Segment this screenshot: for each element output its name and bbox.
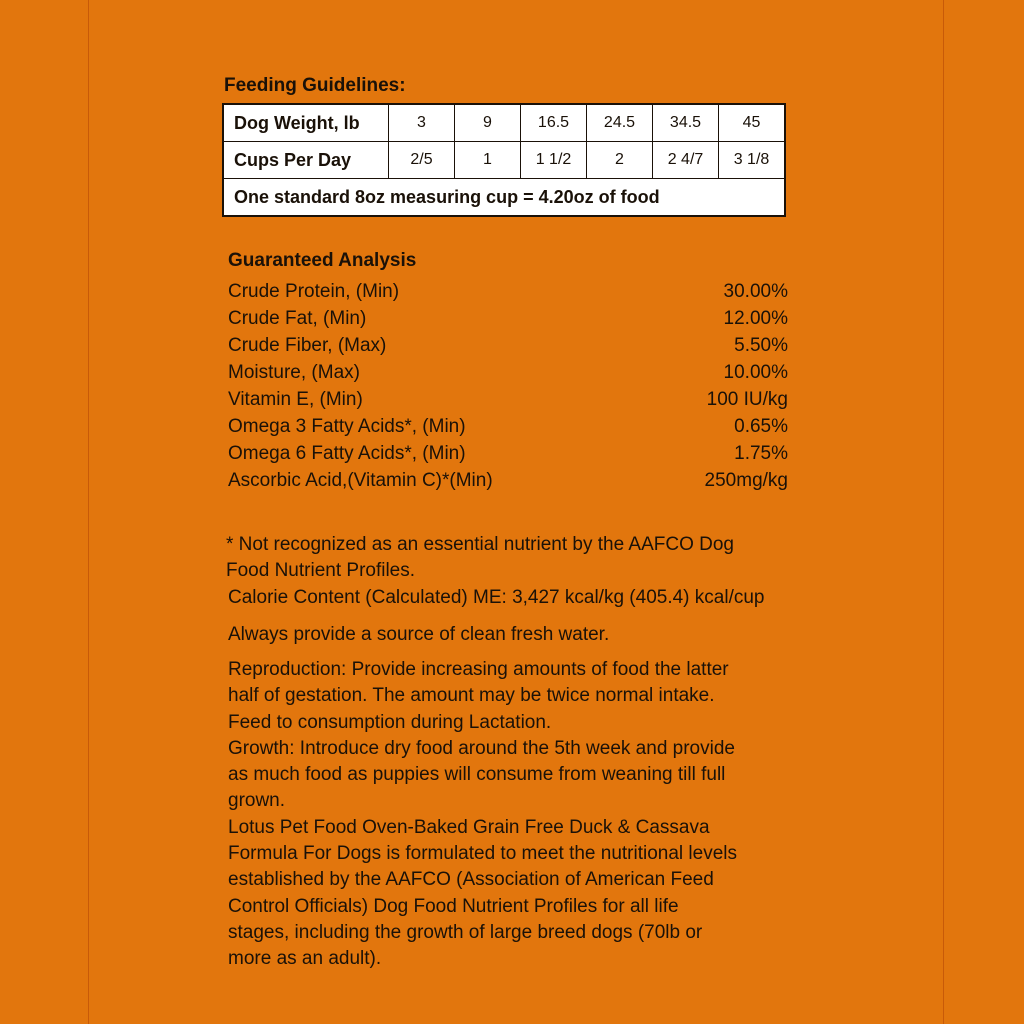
- footnote-line: * Not recognized as an essential nutrient by the AAFCO Dog: [226, 534, 734, 555]
- analysis-name: Ascorbic Acid,(Vitamin C)*(Min): [228, 470, 493, 491]
- weight-cell: 34.5: [653, 104, 719, 142]
- analysis-name: Crude Fat, (Min): [228, 308, 367, 329]
- guaranteed-analysis-title: Guaranteed Analysis: [228, 250, 417, 271]
- analysis-row: [228, 332, 788, 359]
- measuring-cup-note: One standard 8oz measuring cup = 4.20oz of food: [223, 179, 785, 217]
- calorie-content: Calorie Content (Calculated) ME: 3,427 kcal/kg (405.4) kcal/cup: [228, 587, 765, 608]
- body-line: as much food as puppies will consume from weaning till full: [228, 764, 726, 786]
- weight-cell: 24.5: [587, 104, 653, 142]
- feeding-table: [222, 103, 786, 217]
- cups-cell: 1: [455, 142, 521, 179]
- body-line: Feed to consumption during Lactation.: [228, 711, 552, 733]
- analysis-name: Crude Protein, (Min): [228, 281, 400, 302]
- note-row: [223, 179, 785, 217]
- analysis-value: 10.00%: [723, 362, 788, 383]
- cups-cell: 3 1/8: [719, 142, 786, 179]
- analysis-row: [228, 305, 788, 332]
- analysis-value: 12.00%: [723, 308, 788, 329]
- analysis-value: 1.75%: [734, 443, 788, 464]
- footnote-line: Food Nutrient Profiles.: [226, 560, 416, 582]
- cups-cell: 2 4/7: [653, 142, 719, 179]
- body-line: Lotus Pet Food Oven-Baked Grain Free Duck & Cassava: [228, 816, 710, 838]
- weight-row: [223, 104, 785, 142]
- analysis-name: Vitamin E, (Min): [228, 389, 363, 410]
- cups-row: [223, 142, 785, 179]
- body-line: Control Officials) Dog Food Nutrient Profiles for all life: [228, 895, 679, 917]
- water-note: Always provide a source of clean fresh water.: [228, 624, 610, 645]
- analysis-row: [228, 278, 788, 305]
- analysis-name: Moisture, (Max): [228, 362, 360, 383]
- body-line: Growth: Introduce dry food around the 5th week and provide: [228, 737, 735, 759]
- analysis-row: [228, 359, 788, 386]
- analysis-value: 250mg/kg: [704, 470, 788, 491]
- aafco-footnote: [226, 532, 836, 585]
- feeding-instructions: [228, 657, 838, 973]
- weight-cell: 9: [455, 104, 521, 142]
- body-line: Reproduction: Provide increasing amounts of food the latter: [228, 659, 729, 680]
- feeding-guidelines-title: Feeding Guidelines:: [224, 75, 406, 96]
- analysis-value: 100 IU/kg: [706, 389, 788, 410]
- analysis-row: [228, 440, 788, 467]
- body-line: grown.: [228, 790, 286, 812]
- weight-cell: 16.5: [521, 104, 587, 142]
- analysis-value: 0.65%: [734, 416, 788, 437]
- analysis-value: 30.00%: [723, 281, 788, 302]
- cups-cell: 2: [587, 142, 653, 179]
- body-line: stages, including the growth of large breed dogs (70lb or: [228, 921, 703, 943]
- cups-label: Cups Per Day: [223, 142, 389, 179]
- analysis-name: Omega 3 Fatty Acids*, (Min): [228, 416, 466, 437]
- cups-cell: 1 1/2: [521, 142, 587, 179]
- analysis-name: Crude Fiber, (Max): [228, 335, 387, 356]
- analysis-list: [228, 278, 788, 494]
- analysis-row: [228, 467, 788, 494]
- analysis-row: [228, 413, 788, 440]
- weight-cell: 3: [389, 104, 455, 142]
- analysis-value: 5.50%: [734, 335, 788, 356]
- body-line: Formula For Dogs is formulated to meet the nutritional levels: [228, 843, 737, 865]
- analysis-row: [228, 386, 788, 413]
- weight-label: Dog Weight, lb: [223, 104, 389, 142]
- cups-cell: 2/5: [389, 142, 455, 179]
- body-line: half of gestation. The amount may be twice normal intake.: [228, 685, 715, 707]
- body-line: more as an adult).: [228, 948, 382, 970]
- analysis-name: Omega 6 Fatty Acids*, (Min): [228, 443, 466, 464]
- weight-cell: 45: [719, 104, 786, 142]
- body-line: established by the AAFCO (Association of American Feed: [228, 869, 714, 891]
